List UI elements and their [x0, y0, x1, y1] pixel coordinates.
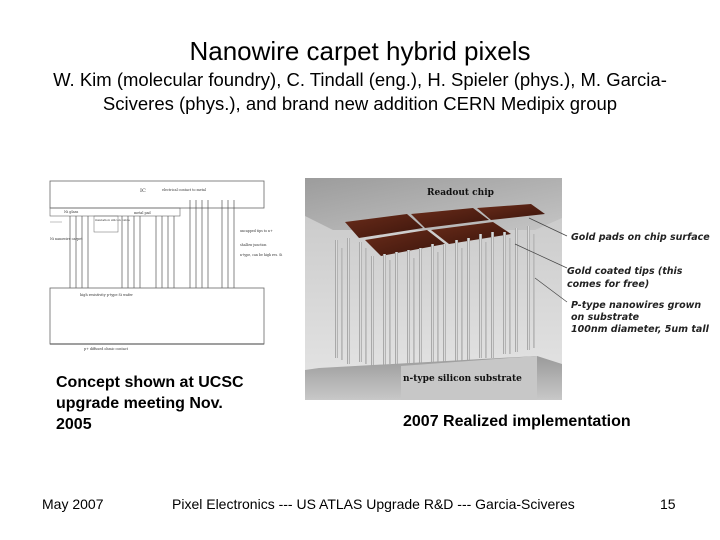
metal-pad-label: metal pad — [134, 211, 151, 215]
readout-chip-label: Readout chip — [427, 188, 494, 198]
substrate-label: n-type silicon substrate — [403, 374, 522, 384]
footer-center: Pixel Electronics --- US ATLAS Upgrade R&D --- Garcia-Sciveres — [172, 496, 575, 512]
back-contact-label: p+ diffused ohmic contact — [84, 347, 128, 351]
slide-subtitle: W. Kim (molecular foundry), C. Tindall (eng.), H. Spieler (phys.), M. Garcia-Sciveres (phys.), and brand new addition CERN Medipix group — [53, 69, 667, 114]
footer-date: May 2007 — [42, 496, 104, 512]
nanowires-annotation-1: P-type nanowires grown — [571, 300, 702, 311]
shallow-junction-label: shallow junction — [240, 243, 267, 247]
implementation-caption: 2007 Realized implementation — [403, 413, 631, 430]
insulation-label: insulation silicon oxide — [95, 218, 130, 222]
nanowire-rendering — [305, 178, 715, 400]
nanowires-annotation-2: on substrate — [571, 312, 640, 323]
gold-tips-annotation-2: comes for free) — [567, 279, 650, 290]
nanowires-annotation-3: 100nm diameter, 5um tall — [571, 324, 709, 335]
gold-tips-annotation-1: Gold coated tips (this — [567, 266, 683, 277]
ni-glass-label: Ni glass — [64, 210, 79, 214]
concept-caption: Concept shown at UCSC upgrade meeting Nov. 2005 — [56, 374, 244, 433]
footer-page-number: 15 — [660, 496, 676, 512]
uncapped-tip-label: uncapped tips to n+ — [240, 229, 273, 233]
slide-title: Nanowire carpet hybrid pixels — [189, 36, 531, 66]
concept-diagram — [50, 180, 283, 352]
wafer-label: high resistivity p-type Si wafer — [80, 293, 133, 297]
ic-label: IC — [140, 188, 146, 194]
ic-contact-label: electrical contact to metal — [162, 188, 206, 192]
ntype-label: n-type, can be high res. Si — [240, 253, 283, 257]
gold-pads-annotation: Gold pads on chip surface — [571, 232, 710, 243]
ni-carpet-label: Ni nanowire carpet — [50, 237, 83, 241]
